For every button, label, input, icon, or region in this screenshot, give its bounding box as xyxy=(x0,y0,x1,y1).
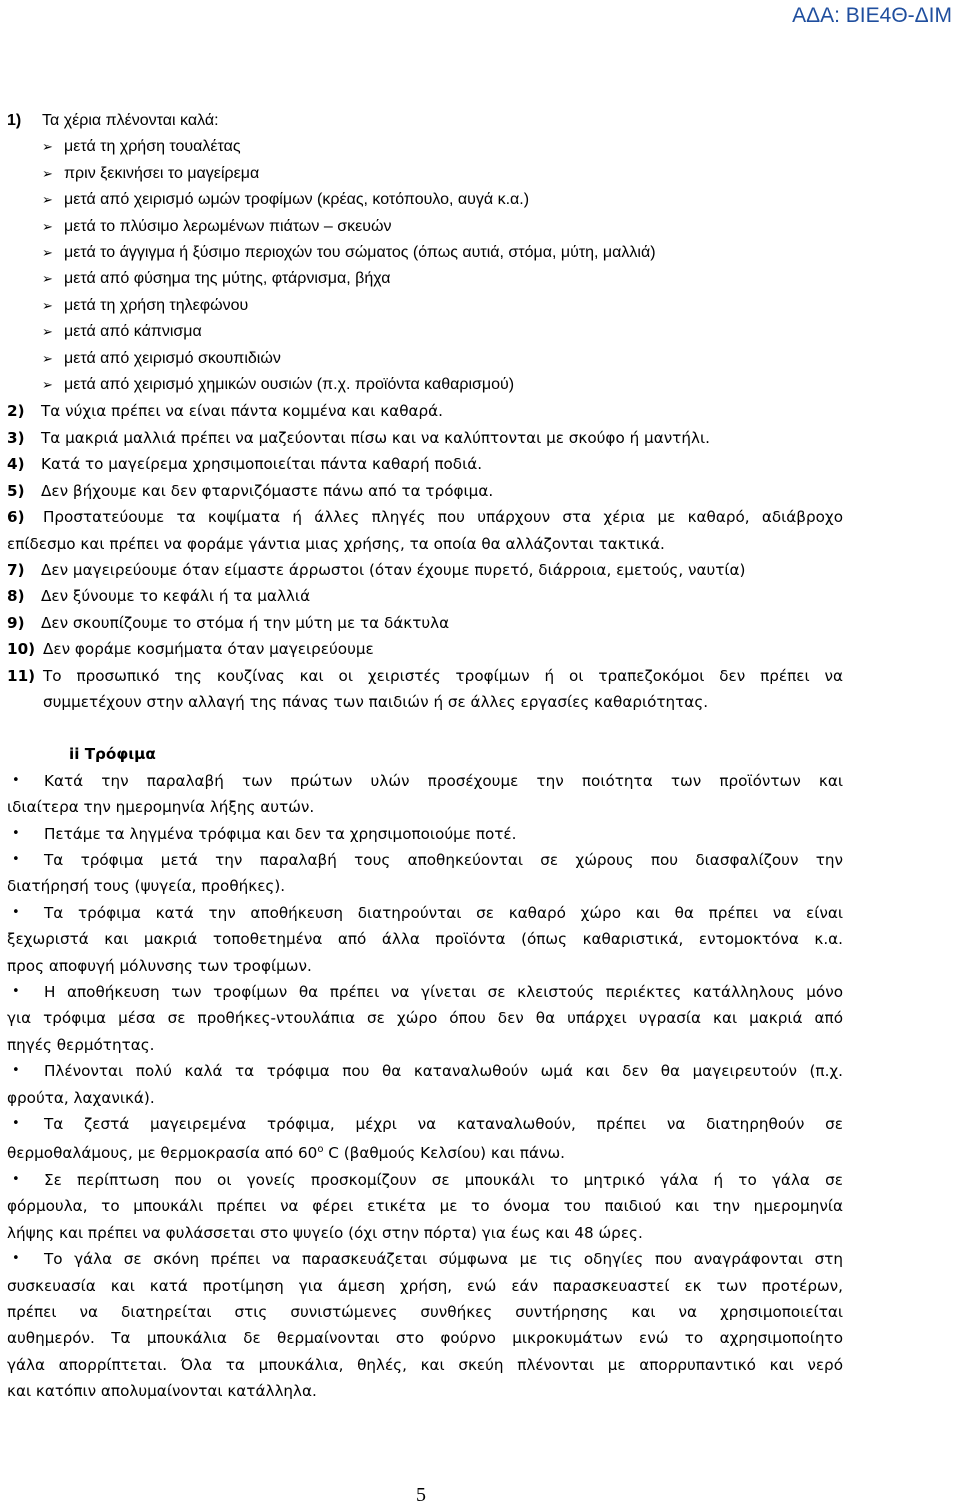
rule-line xyxy=(7,425,843,451)
rule-text: Δεν ξύνουμε το κεφάλι ή τα μαλλιά xyxy=(41,587,311,606)
rule-line xyxy=(7,478,843,504)
hands-heading xyxy=(7,108,843,134)
hands-list-item xyxy=(7,214,843,240)
hands-list-item xyxy=(7,134,843,160)
food-line: Πλένονται πολύ καλά τα τρόφιμα που θα καταναλωθούν ωμά και δεν θα μαγειρευτούν (π.χ. xyxy=(44,1062,843,1081)
food-line: Πετάμε τα ληγμένα τρόφιμα και δεν τα χρησιμοποιούμε ποτέ. xyxy=(44,824,517,843)
food-line: πρέπει να διατηρείται στις συνιστώμενες συνθήκες συντήρησης και να χρησιμοποιείται xyxy=(7,1302,843,1321)
rule-number: 2) xyxy=(7,402,25,421)
rule-text: Δεν σκουπίζουμε το στόμα ή την μύτη με τα δάκτυλα xyxy=(41,613,450,632)
hands-item-text: μετά από χειρισμό σκουπιδιών xyxy=(64,349,281,367)
food-line: Τα τρόφιμα κατά την αποθήκευση διατηρούνται σε καθαρό χώρο και θα πρέπει να είναι xyxy=(44,903,843,922)
hands-title: Τα χέρια πλένονται καλά: xyxy=(42,112,219,129)
bullet-icon: • xyxy=(12,1063,20,1079)
food-line-text: θερμοθαλάμους, με θερμοκρασία από 60 xyxy=(7,1144,318,1163)
food-line: συσκευασία και κατά προτίμηση για άμεση χρήση, ενώ εάν παρασκευαστεί εκ των προτέρων, xyxy=(7,1276,843,1295)
food-bullet-item xyxy=(7,1167,843,1246)
page-number: 5 xyxy=(416,1484,426,1506)
food-line: για τρόφιμα μέσα σε προθήκες-ντουλάπια σε χώρο όπου δεν θα υπάρχει υγρασία και μακριά από xyxy=(7,1009,843,1028)
rule-number: 3) xyxy=(7,428,25,447)
food-bullet-item xyxy=(7,1111,843,1167)
food-line: γάλα απορρίπτεται. Όλα τα μπουκάλια, θηλές, και σκεύη πλένονται με απορρυπαντικό και νερό xyxy=(7,1355,843,1374)
rule-text: Τα μακριά μαλλιά πρέπει να μαζεύονται πίσω και να καλύπτονται με σκούφο ή μαντήλι. xyxy=(41,428,710,447)
rules-list xyxy=(7,398,843,504)
hands-list-item xyxy=(7,346,843,372)
hands-list-item xyxy=(7,293,843,319)
rule-number: 8) xyxy=(7,587,25,606)
bullet-icon: • xyxy=(12,825,20,841)
food-line: Η αποθήκευση των τροφίμων θα πρέπει να γίνεται σε κλειστούς περιέκτες κατάλληλους μόνο xyxy=(44,983,843,1001)
rule-11-line-1 xyxy=(7,663,843,689)
hands-list xyxy=(7,134,843,398)
hands-item-text: μετά τη χρήση τουαλέτας xyxy=(64,138,241,156)
rule-number: 9) xyxy=(7,613,25,632)
food-bullet-item xyxy=(7,1246,843,1404)
bullet-icon: • xyxy=(12,1116,20,1132)
bullet-icon: • xyxy=(12,851,20,867)
food-bullet-item xyxy=(7,821,843,847)
rule-number: 4) xyxy=(7,455,25,474)
rule-6-line-1 xyxy=(7,504,843,530)
food-line: ιδιαίτερα την ημερομηνία λήξης αυτών. xyxy=(7,798,315,817)
arrow-bullet-icon: ➢ xyxy=(42,297,53,313)
bullet-icon: • xyxy=(12,904,20,920)
bullet-icon: • xyxy=(12,772,20,788)
hands-item-text: μετά τη χρήση τηλεφώνου xyxy=(64,296,249,314)
food-line: Τα τρόφιμα μετά την παραλαβή τους αποθηκεύονται σε χώρους που διασφαλίζουν την xyxy=(44,850,843,869)
food-bullet-item xyxy=(7,1058,843,1111)
arrow-bullet-icon: ➢ xyxy=(42,192,53,208)
hands-item-text: μετά από κάπνισμα xyxy=(64,323,202,341)
bullet-icon: • xyxy=(12,984,20,999)
document-code: ΑΔΑ: ΒΙΕ4Θ-ΔΙΜ xyxy=(792,4,952,27)
rule-text: Κατά το μαγείρεμα χρησιμοποιείται πάντα καθαρή ποδιά. xyxy=(41,455,483,474)
arrow-bullet-icon: ➢ xyxy=(42,139,53,155)
rule-6-text: Προστατεύουμε τα κοψίματα ή άλλες πληγές που υπάρχουν στα χέρια με καθαρό, αδιάβροχο xyxy=(43,508,843,527)
rule-6-line-2: επίδεσμο και πρέπει να φοράμε γάντια μιας χρήσης, τα οποία θα αλλάζονται τακτικά. xyxy=(7,534,665,553)
rule-line xyxy=(7,451,843,477)
hands-item-text: μετά από φύσημα της μύτης, φτάρνισμα, βήχα xyxy=(64,270,391,288)
food-line: και κατόπιν απολυμαίνονται κατάλληλα. xyxy=(7,1382,317,1401)
rule-number: 11) xyxy=(7,666,36,685)
hands-item-text: μετά το άγγιγμα ή ξύσιμο περιοχών του σώματος (όπως αυτιά, στόμα, μύτη, μαλλιά) xyxy=(64,244,656,262)
food-line-text: C (βαθμούς Κελσίου) και πάνω. xyxy=(323,1144,565,1163)
hands-list-item xyxy=(7,240,843,266)
food-list xyxy=(7,768,843,1405)
rule-line xyxy=(7,557,843,583)
arrow-bullet-icon: ➢ xyxy=(42,377,53,393)
food-line xyxy=(7,1137,843,1166)
food-section-title: ii Τρόφιμα xyxy=(69,745,156,764)
rule-11-text: Το προσωπικό της κουζίνας και οι χειριστές τροφίμων ή οι τραπεζοκόμοι δεν πρέπει να xyxy=(43,666,843,685)
document-body xyxy=(7,108,843,1405)
hands-list-item xyxy=(7,161,843,187)
rule-text: Δεν βήχουμε και δεν φταρνιζόμαστε πάνω από τα τρόφιμα. xyxy=(41,481,494,500)
hands-item-text: πριν ξεκινήσει το μαγείρεμα xyxy=(64,164,260,182)
hands-list-item xyxy=(7,319,843,345)
rule-text: Τα νύχια πρέπει να είναι πάντα κομμένα και καθαρά. xyxy=(41,402,443,421)
food-line: αυθημερόν. Τα μπουκάλια δε θερμαίνονται στο φούρνο μικροκυμάτων ενώ το αχρησιμοποίητο xyxy=(7,1329,843,1348)
food-bullet-item xyxy=(7,768,843,821)
food-bullet-item xyxy=(7,979,843,1058)
food-line: πηγές θερμότητας. xyxy=(7,1035,155,1054)
arrow-bullet-icon: ➢ xyxy=(42,350,53,366)
food-line: Σε περίπτωση που οι γονείς προσκομίζουν σε μπουκάλι το μητρικό γάλα ή το γάλα σε xyxy=(44,1170,843,1189)
rule-11-line-2: συμμετέχουν στην αλλαγή της πάνας των παιδιών ή σε άλλες εργασίες καθαριότητας. xyxy=(43,692,709,711)
rule-number: 7) xyxy=(7,560,25,579)
superscript-degree: o xyxy=(317,1144,324,1156)
arrow-bullet-icon: ➢ xyxy=(42,165,53,181)
hands-list-item xyxy=(7,372,843,398)
hands-item-text: μετά το πλύσιμο λερωμένων πιάτων – σκευών xyxy=(64,217,392,235)
rule-line xyxy=(7,398,843,424)
food-line: φρούτα, λαχανικά). xyxy=(7,1088,155,1107)
rule-text: Δεν φοράμε κοσμήματα όταν μαγειρεύουμε xyxy=(43,640,374,659)
arrow-bullet-icon: ➢ xyxy=(42,324,53,340)
bullet-icon: • xyxy=(12,1251,20,1267)
food-line: ξεχωριστά και μακριά τοποθετημένα από άλλα προϊόντα (όπως καθαριστικά, εντομοκτόνα κ.α. xyxy=(7,930,843,949)
rules-list-b xyxy=(7,557,843,663)
food-line: Το γάλα σε σκόνη πρέπει να παρασκευάζεται σύμφωνα με τις οδηγίες που αναγράφονται στη xyxy=(44,1250,843,1269)
food-line: προς αποφυγή μόλυνσης των τροφίμων. xyxy=(7,956,312,975)
bullet-icon: • xyxy=(12,1171,20,1187)
food-bullet-item xyxy=(7,900,843,979)
rule-number: 6) xyxy=(7,508,25,527)
hands-list-item xyxy=(7,187,843,213)
hands-list-item xyxy=(7,266,843,292)
rule-number: 10) xyxy=(7,640,36,659)
hands-item-text: μετά από χειρισμό ωμών τροφίμων (κρέας, κοτόπουλο, αυγά κ.α.) xyxy=(64,191,530,209)
rule-line xyxy=(7,610,843,636)
arrow-bullet-icon: ➢ xyxy=(42,218,53,234)
food-line: φόρμουλα, το μπουκάλι πρέπει να φέρει ετικέτα με το όνομα του παιδιού και την ημερομηνία xyxy=(7,1197,843,1216)
food-line: Κατά την παραλαβή των πρώτων υλών προσέχουμε την ποιότητα των προϊόντων και xyxy=(44,771,843,790)
rule-number: 5) xyxy=(7,481,25,500)
rule-number: 1) xyxy=(7,112,22,129)
rule-text: Δεν μαγειρεύουμε όταν είμαστε άρρωστοι (όταν έχουμε πυρετό, διάρροια, εμετούς, ναυτία) xyxy=(41,560,746,579)
arrow-bullet-icon: ➢ xyxy=(42,271,53,287)
rule-line xyxy=(7,636,843,662)
food-line: λήψης και πρέπει να φυλάσσεται στο ψυγείο (όχι στην πόρτα) για έως και 48 ώρες. xyxy=(7,1223,643,1242)
rule-line xyxy=(7,583,843,609)
food-line: διατήρησή τους (ψυγεία, προθήκες). xyxy=(7,877,286,896)
arrow-bullet-icon: ➢ xyxy=(42,245,53,261)
food-bullet-item xyxy=(7,847,843,900)
hands-item-text: μετά από χειρισμό χημικών ουσιών (π.χ. προϊόντα καθαρισμού) xyxy=(64,376,515,394)
food-line: Τα ζεστά μαγειρεμένα τρόφιμα, μέχρι να καταναλωθούν, πρέπει να διατηρηθούν σε xyxy=(44,1115,843,1134)
